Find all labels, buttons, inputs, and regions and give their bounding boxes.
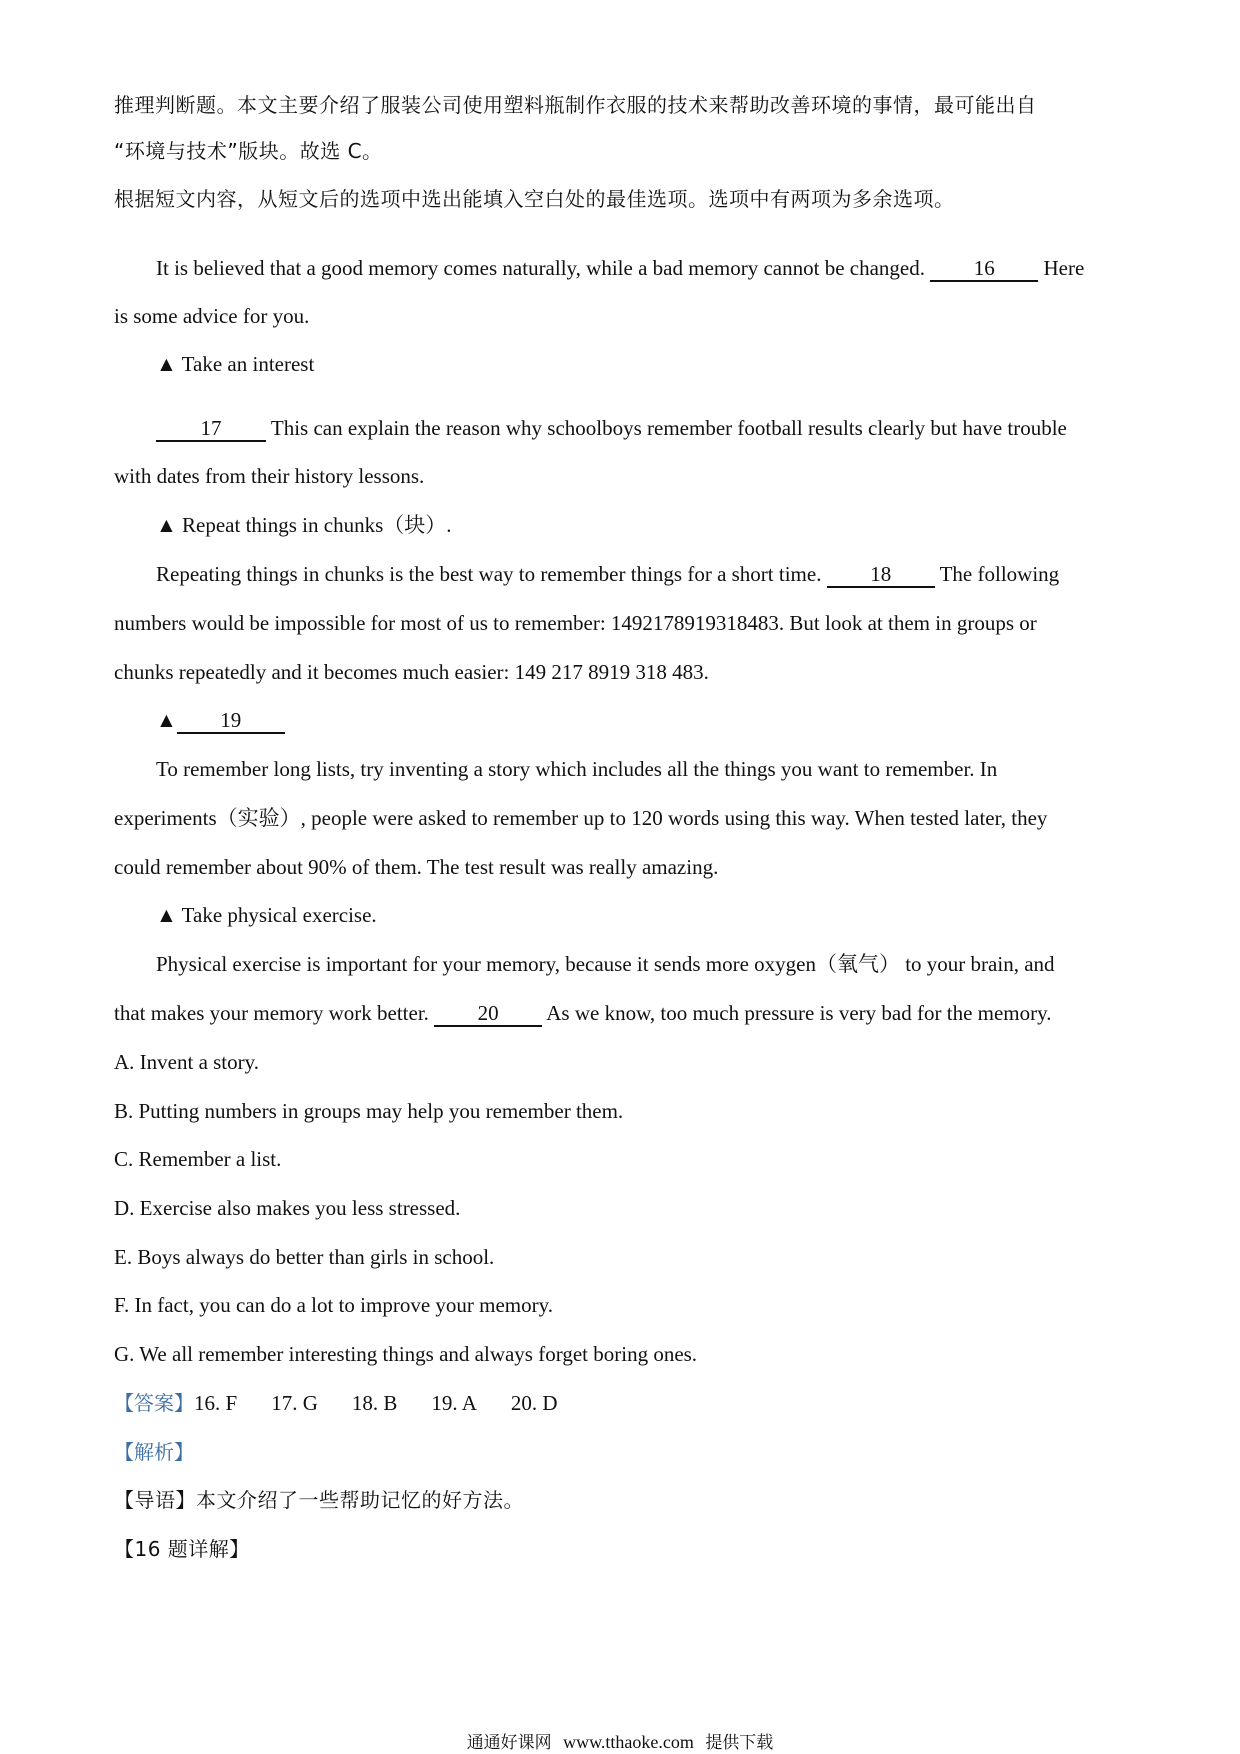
guide-text: 【导语】本文介绍了一些帮助记忆的好方法。	[114, 1488, 524, 1512]
paragraph-text: The following	[934, 562, 1060, 586]
paragraph-text: Repeating things in chunks is the best way to remember things for a short time.	[156, 562, 827, 586]
blank-18: 18	[827, 562, 935, 588]
passage-paragraph-3	[156, 559, 1134, 589]
option-a: A. Invent a story.	[114, 1050, 260, 1074]
heading-take-an-interest: ▲ Take an interest	[156, 352, 315, 376]
paragraph-text: This can explain the reason why schoolboys remember football results clearly but have trouble	[266, 416, 1067, 440]
footer-download-text: 提供下载	[705, 1733, 774, 1753]
passage-paragraph-3-cont-1: numbers would be impossible for most of us to remember: 1492178919318483. But look at them in groups or	[114, 611, 1037, 635]
paragraph-text: Here	[1038, 256, 1085, 280]
question-16-detail: 【16 题详解】	[114, 1537, 250, 1561]
option-e: E. Boys always do better than girls in school.	[114, 1245, 495, 1269]
paragraph-text: that makes your memory work better.	[114, 1001, 435, 1025]
answer-line	[114, 1388, 1134, 1418]
intro-line-2: “环境与技术”版块。故选 C。	[114, 139, 383, 163]
passage-paragraph-2-cont: with dates from their history lessons.	[114, 464, 425, 488]
blank-17: 17	[156, 416, 266, 442]
analysis-label	[114, 1437, 1134, 1467]
page-footer	[0, 1728, 1240, 1753]
paragraph-text: As we know, too much pressure is very bad for the memory.	[542, 1001, 1052, 1025]
option-b: B. Putting numbers in groups may help you remember them.	[114, 1099, 624, 1123]
passage-paragraph-2	[156, 413, 1134, 443]
heading-blank-19	[156, 705, 1134, 735]
option-c: C. Remember a list.	[114, 1147, 282, 1171]
passage-paragraph-4-cont-1: experiments（实验）, people were asked to remember up to 120 words using this way. When tested later, they	[114, 806, 1048, 830]
option-g: G. We all remember interesting things and always forget boring ones.	[114, 1342, 698, 1366]
paragraph-text: It is believed that a good memory comes naturally, while a bad memory cannot be changed.	[156, 256, 931, 280]
passage-paragraph-3-cont-2: chunks repeatedly and it becomes much easier: 149 217 8919 318 483.	[114, 660, 709, 684]
passage-paragraph-5-cont	[114, 998, 1134, 1028]
blank-16: 16	[930, 256, 1038, 282]
footer-site-name: 通通好课网	[466, 1733, 552, 1753]
answer-item: 17. G	[271, 1391, 318, 1415]
triangle-icon: ▲	[156, 708, 177, 732]
answer-item: 16. F	[194, 1391, 238, 1415]
intro-line-1: 推理判断题。本文主要介绍了服装公司使用塑料瓶制作衣服的技术来帮助改善环境的事情，最可能出自	[114, 93, 1037, 117]
passage-paragraph-5: Physical exercise is important for your memory, because it sends more oxygen（氧气） to your brain, and	[156, 952, 1055, 976]
heading-repeat-chunks: ▲ Repeat things in chunks（块）.	[156, 513, 452, 537]
passage-paragraph-4: To remember long lists, try inventing a story which includes all the things you want to remember. In	[156, 757, 998, 781]
answer-item: 18. B	[351, 1391, 398, 1415]
heading-physical-exercise: ▲ Take physical exercise.	[156, 903, 377, 927]
answer-label: 【答案】	[114, 1391, 194, 1415]
blank-20: 20	[434, 1001, 542, 1027]
blank-19: 19	[177, 708, 285, 734]
passage-paragraph-1-cont: is some advice for you.	[114, 304, 310, 328]
footer-url: www.tthaoke.com	[563, 1732, 694, 1752]
option-d: D. Exercise also makes you less stressed.	[114, 1196, 461, 1220]
answer-item: 20. D	[510, 1391, 558, 1415]
instruction-text: 根据短文内容，从短文后的选项中选出能填入空白处的最佳选项。选项中有两项为多余选项。	[114, 187, 955, 211]
analysis-label-text: 【解析】	[114, 1440, 194, 1464]
answer-item: 19. A	[431, 1391, 477, 1415]
passage-paragraph-1	[156, 253, 1134, 283]
passage-paragraph-4-cont-2: could remember about 90% of them. The test result was really amazing.	[114, 855, 719, 879]
option-f: F. In fact, you can do a lot to improve your memory.	[114, 1293, 554, 1317]
